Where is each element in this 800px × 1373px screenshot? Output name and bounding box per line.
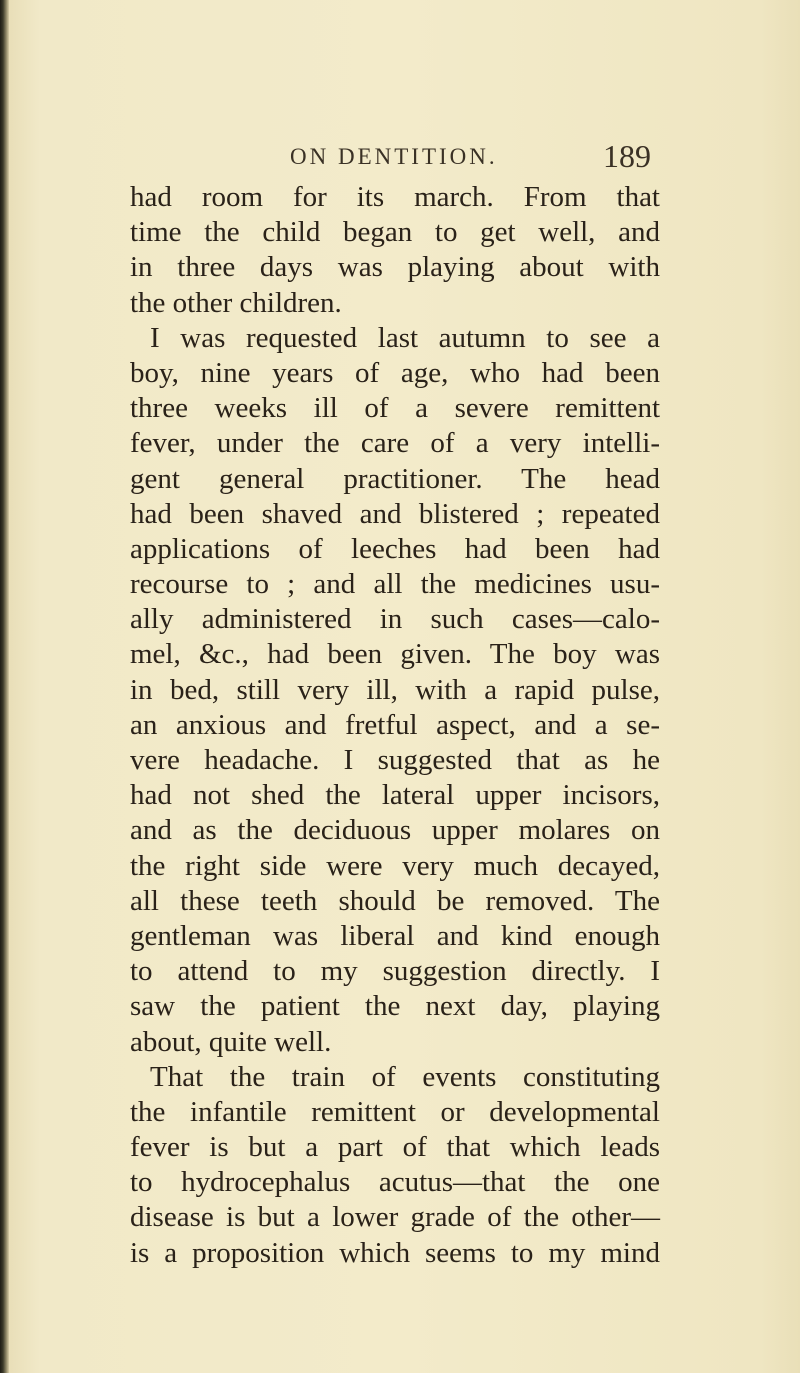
running-head bbox=[0, 138, 800, 174]
text-line: I was requested last autumn to see a bbox=[150, 321, 660, 354]
text-line: to attend to my suggestion directly. I bbox=[130, 955, 660, 988]
text-line: is a proposition which seems to my mind bbox=[130, 1236, 660, 1269]
text-line: boy, nine years of age, who had been bbox=[130, 356, 660, 389]
text-line: That the train of events constituting bbox=[150, 1060, 660, 1093]
text-line: mel, &c., had been given. The boy was bbox=[130, 638, 660, 671]
text-line: an anxious and fretful aspect, and a se- bbox=[130, 708, 660, 741]
text-line: had been shaved and blistered ; repeated bbox=[130, 497, 660, 530]
text-line: applications of leeches had been had bbox=[130, 532, 660, 565]
text-line: and as the deciduous upper molares on bbox=[130, 814, 660, 847]
text-line: recourse to ; and all the medicines usu- bbox=[130, 568, 660, 601]
text-line: the other children. bbox=[130, 286, 342, 319]
text-line: the right side were very much decayed, bbox=[130, 849, 660, 882]
body-text bbox=[130, 180, 660, 1271]
text-line: had not shed the lateral upper incisors, bbox=[130, 779, 660, 812]
text-line: saw the patient the next day, playing bbox=[130, 990, 660, 1023]
text-line: vere headache. I suggested that as he bbox=[130, 744, 660, 776]
text-line: ally administered in such cases—calo- bbox=[130, 603, 660, 636]
text-line: had room for its march. From that bbox=[130, 181, 660, 213]
text-line: all these teeth should be removed. The bbox=[130, 884, 660, 917]
page-number: 189 bbox=[603, 138, 651, 174]
text-line: fever is but a part of that which leads bbox=[130, 1131, 660, 1164]
text-line: in three days was playing about with bbox=[130, 251, 660, 284]
text-line: disease is but a lower grade of the other— bbox=[130, 1201, 660, 1234]
page-spine-edge bbox=[0, 0, 9, 1373]
text-line: about, quite well. bbox=[130, 1025, 332, 1058]
running-title: ON DENTITION. bbox=[290, 144, 498, 169]
text-line: to hydrocephalus acutus—that the one bbox=[130, 1166, 660, 1199]
text-line: in bed, still very ill, with a rapid pulse, bbox=[130, 673, 660, 706]
text-line: gent general practitioner. The head bbox=[130, 462, 660, 495]
text-line: gentleman was liberal and kind enough bbox=[130, 919, 660, 952]
text-line: the infantile remittent or developmental bbox=[130, 1095, 660, 1128]
text-line: fever, under the care of a very intelli- bbox=[130, 427, 660, 460]
text-line: three weeks ill of a severe remittent bbox=[130, 392, 660, 425]
text-line: time the child began to get well, and bbox=[130, 216, 660, 249]
